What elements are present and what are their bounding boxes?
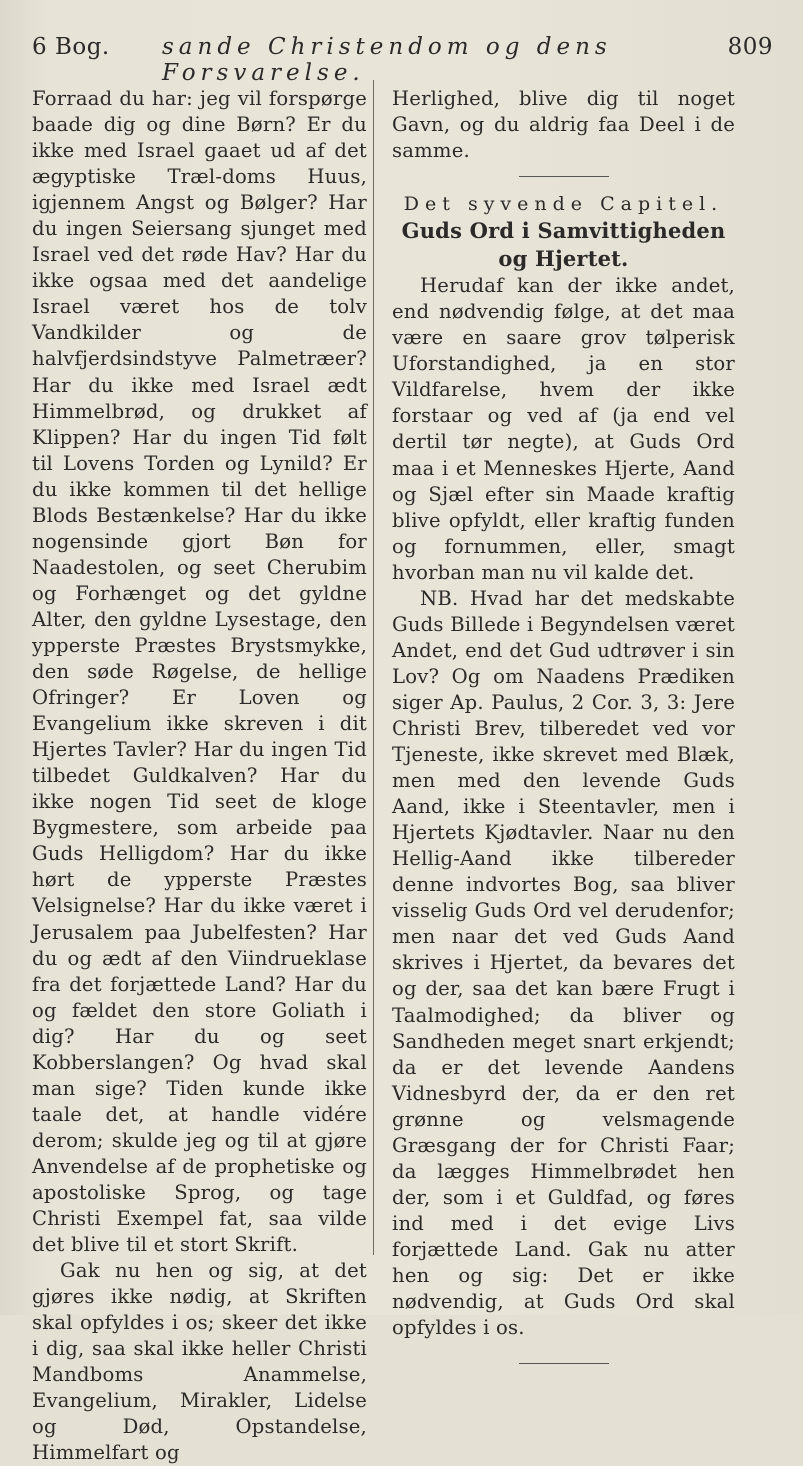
running-header <box>32 34 773 86</box>
page-number: 809 <box>727 34 773 60</box>
right-paragraph-1: Herlighed, blive dig til noget Gavn, og du aldrig faa Deel i de samme. <box>392 87 735 163</box>
left-paragraph-2: Gak nu hen og sig, at det gjøres ikke nødig, at Skriften skal opfyldes i os; skeer det ikke i dig, saa skal ikke heller Christi Mandboms Anammelse, Evangelium, Mirakler, Lidelse og Død, Opstandelse, Himmelfart og <box>32 1259 367 1465</box>
end-rule <box>519 1363 609 1364</box>
left-column <box>32 86 367 1466</box>
right-column <box>392 86 735 1378</box>
chapter-label: Det syvende Capitel. <box>403 193 724 216</box>
right-paragraph-2: Herudaf kan der ikke andet, end nødvendig følge, at det maa være en saare grov tølperisk Uforstandighed, ja en stor Vildfarelse, hvem der ikke forstaar og ved af (ja end vel dertil tør negte), at Guds Ord maa i et Menneskes Hjerte, Aand og Sjæl efter sin Maade kraftig blive opfyldt, eller kraftig funden og fornummen, eller, smagt hvorban man nu vil kalde det. <box>392 274 735 584</box>
running-title: sande Christendom og dens Forsvarelse. <box>162 34 612 86</box>
column-divider <box>373 80 374 1255</box>
left-paragraph-1: Forraad du har: jeg vil forspørge baade dig og dine Børn? Er du ikke med Israel gaaet ud af det ægyptiske Træl-doms Huus, igjennem Angst og Bølger? Har du ingen Seiersang sjunget med Israel ved det røde Hav? Har du ikke ogsaa med det aandelige Israel været hos de tolv Vandkilder og de halvfjerdsindstyve Palmetræer? Har du ikke med Israel ædt Himmelbrød, og drukket af Klippen? Har du ingen Tid følt til Lovens Torden og Lynild? Er du ikke kommen til det hellige Blods Bestænkelse? Har du ikke nogensinde gjort Bøn for Naadestolen, og seet Cherubim og Forhænget og det gyldne Alter, den gyldne Lysestage, den ypperste Præstes Brystsmykke, den søde Røgelse, de hellige Ofringer? Er Loven og Evangelium ikke skreven i dit Hjertes Tavler? Har du ingen Tid tilbedet Guldkalven? Har du ikke nogen Tid seet de kloge Bygmestere, som arbeide paa Guds Helligdom? Har du ikke hørt de ypperste Præstes Velsignelse? Har du ikke været i Jerusalem paa Jubelfesten? Har du og ædt af den Viindrueklase fra det forjættede Land? Har du og fældet den store Goliath i dig? Har du og seet Kobberslangen? Og hvad skal man sige? Tiden kunde ikke taale det, at handle vidére derom; skulde jeg og til at gjøre Anvendelse af de prophetiske og apostoliske Sprog, og tage Christi Exempel fat, saa vilde det blive til et stort Skrift. <box>32 87 367 1257</box>
right-paragraph-3: NB. Hvad har det medskabte Guds Billede i Begyndelsen været Andet, end det Gud udtrøver i sin Lov? Og om Naadens Prædiken siger Ap. Paulus, 2 Cor. 3, 3: Jere Christi Brev, tilberedet ved vor Tjeneste, ikke skrevet med Blæk, men med den levende Guds Aand, ikke i Steentavler, men i Hjertets Kjødtavler. Naar nu den Hellig-Aand ikke tilbereder denne indvortes Bog, saa bliver visselig Guds Ord vel derudenfor; men naar det ved Guds Aand skrives i Hjertet, da bevares det og der, saa det kan bære Frugt i Taalmodighed; da bliver og Sandheden meget snart erkjendt; da er det levende Aandens Vidnesbyrd der, da er den ret grønne og velsmagende Græsgang der for Christi Faar; da lægges Himmelbrødet hen der, som i et Guldfad, og føres ind med i det evige Livs forjættede Land. Gak nu atter hen og sig: Det er ikke nødvendig, at Guds Ord skal opfyldes i os. <box>392 586 735 1340</box>
signature-mark: 6 Bog. <box>32 34 110 60</box>
section-rule <box>519 176 609 177</box>
chapter-title: Guds Ord i Samvittigheden og Hjertet. <box>401 218 726 272</box>
